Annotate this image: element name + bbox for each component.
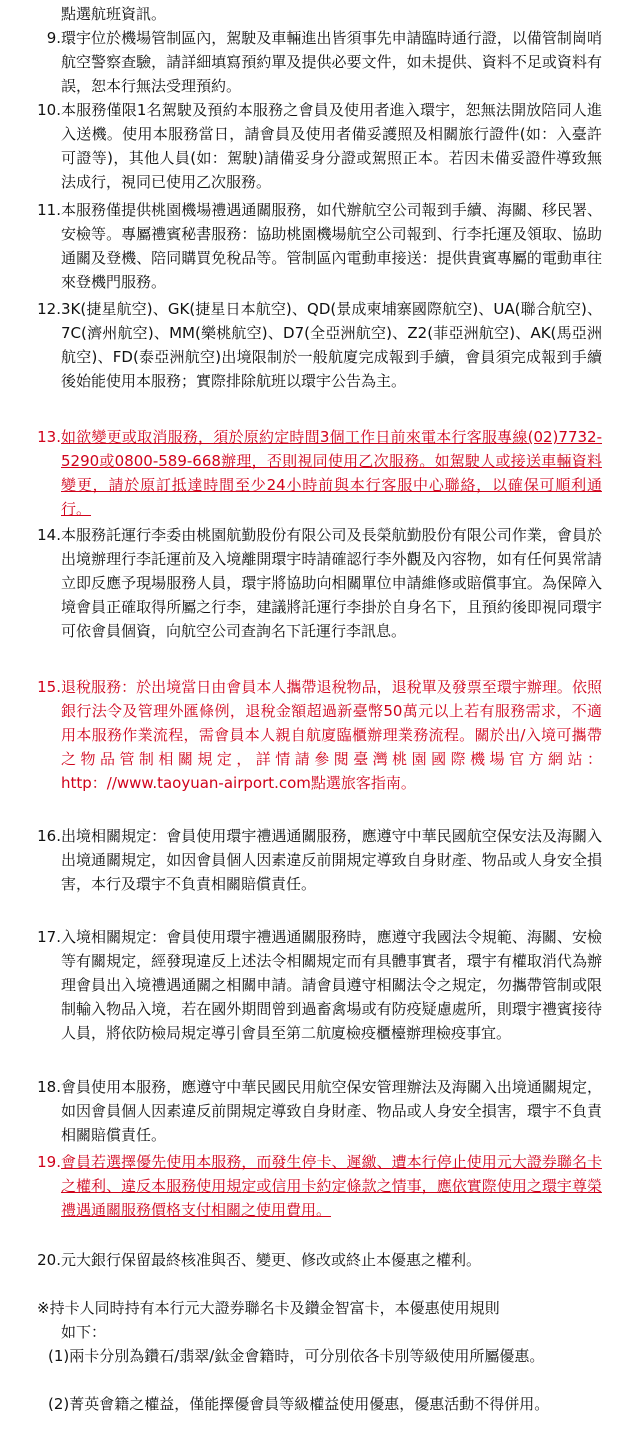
- term-item-12: [14, 297, 602, 393]
- term-number: 17.: [37, 928, 61, 946]
- note-sub-item-1: (1)兩卡分別為鑽石/翡翠/鈦金會籍時，可分別依各卡別等級使用所屬優惠。: [48, 1347, 545, 1365]
- term-number: 14.: [37, 526, 61, 544]
- lead-line: 點選航班資訊。: [61, 5, 167, 23]
- term-text: 入境相關規定：會員使用環宇禮遇通關服務時，應遵守我國法令規範、海關、安檢等有關規定，經發現違反上述法令相關規定而有具體事實者，環宇有權取消代為辦理會員出入境禮遇通關之相關申請。請會員遵守相關法令之規定，勿攜帶管制或限制輸入物品入境，若在國外期間曾到過畜禽場或有防疫疑慮處所，則環宇禮賓接待人員，將依防檢局規定導引會員至第二航廈檢疫櫃檯辦理檢疫事宜。: [61, 928, 602, 1042]
- term-number: 13.: [37, 428, 61, 446]
- term-number: 18.: [37, 1078, 61, 1096]
- term-item-10: [14, 98, 602, 194]
- term-number: 16.: [37, 827, 61, 845]
- term-text: 本服務僅限1名駕駛及預約本服務之會員及使用者進入環宇，恕無法開放陪同人進入送機。使用本服務當日，請會員及使用者備妥護照及相關旅行證件(如：入臺許可證等)，其他人員(如：駕駛)請備妥身分證或駕照正本。若因未備妥證件導致無法成行，視同已使用乙次服務。: [61, 101, 602, 191]
- term-number: 20.: [37, 1251, 61, 1269]
- cardholder-note: [37, 1296, 587, 1344]
- term-text: 出境相關規定：會員使用環宇禮遇通關服務，應遵守中華民國航空保安法及海關入出境通關規定，如因會員個人因素違反前開規定導致自身財產、物品或人身安全損害，本行及環宇不負責相關賠償責任。: [61, 827, 602, 893]
- term-item-15: [14, 675, 602, 795]
- term-text-highlighted: 會員若選擇優先使用本服務，而發生停卡、遲繳、遭本行停止使用元大證券聯名卡之權利、違反本服務使用規定或信用卡約定條款之情事，應依實際使用之環宇尊榮禮遇通關服務價格支付相關之使用費用。: [61, 1153, 602, 1219]
- term-text: 環宇位於機場管制區內，駕駛及車輛進出皆須事先申請臨時通行證，以備管制崗哨航空警察查驗，請詳細填寫預約單及提供必要文件，如未提供、資料不足或資料有誤，恕本行無法受理預約。: [61, 29, 602, 95]
- term-number: 10.: [37, 101, 61, 119]
- note-line: ※持卡人同時持有本行元大證券聯名卡及鑽金智富卡，本優惠使用規則: [37, 1299, 500, 1317]
- term-text: 3K(捷星航空)、GK(捷星日本航空)、QD(景成柬埔寨國際航空)、UA(聯合航空)、7C(濟州航空)、MM(樂桃航空)、D7(全亞洲航空)、Z2(菲亞洲航空)、AK(馬亞洲航空)、FD(泰亞洲航空)出境限制於一般航廈完成報到手續，會員須完成報到手續後始能使用本服務；實際排除航班以環宇公告為主。: [61, 300, 602, 390]
- term-number: 12.: [37, 300, 61, 318]
- term-item-13: [14, 425, 602, 521]
- term-number: 11.: [37, 201, 61, 219]
- term-item-19: [14, 1150, 602, 1222]
- term-text-highlighted: 退稅服務：於出境當日由會員本人攜帶退稅物品，退稅單及發票至環宇辦理。依照銀行法令及管理外匯條例，退稅金額超過新臺幣50萬元以上若有服務需求，不適用本服務作業流程，需會員本人親自航廈臨櫃辦理業務流程。關於出/入境可攜帶之物品管制相關規定，詳情請參閱臺灣桃園國際機場官方網站：http：//www.taoyuan-airport.com點選旅客指南。: [61, 678, 602, 792]
- term-item-17: [14, 925, 602, 1045]
- note-sub-item-2: (2)菁英會籍之權益，僅能擇優會員等級權益使用優惠，優惠活動不得併用。: [48, 1395, 550, 1413]
- term-item-20: [14, 1248, 602, 1272]
- term-text: 本服務僅提供桃園機場禮遇通關服務，如代辦航空公司報到手續、海關、移民署、安檢等。專屬禮賓秘書服務：協助桃園機場航空公司報到、行李托運及領取、協助通關及登機、陪同購買免稅品等。管制區內電動車接送：提供貴賓專屬的電動車往來登機門服務。: [61, 201, 602, 291]
- term-item-9: [14, 26, 602, 98]
- term-number: 19.: [37, 1153, 61, 1171]
- term-item-14: [14, 523, 602, 643]
- term-text: 本服務託運行李委由桃園航勤股份有限公司及長榮航勤股份有限公司作業，會員於出境辦理行李託運前及入境離開環宇時請確認行李外觀及內容物，如有任何異常請立即反應予現場服務人員，環宇將協助向相關單位申請維修或賠償事宜。為保障入境會員正確取得所屬之行李，建議將託運行李掛於自身名下，且預約後即視同環宇可依會員個資，向航空公司查詢名下託運行李訊息。: [61, 526, 602, 640]
- term-item-11: [14, 198, 602, 294]
- term-number: 15.: [37, 678, 61, 696]
- term-item-16: [14, 824, 602, 896]
- term-text: 元大銀行保留最終核准與否、變更、修改或終止本優惠之權利。: [61, 1251, 482, 1269]
- term-item-18: [14, 1075, 602, 1147]
- term-text-highlighted: 如欲變更或取消服務，須於原約定時間3個工作日前來電本行客服專線(02)7732-5290或0800-589-668辦理，否則視同使用乙次服務。如駕駛人或接送車輛資料變更，請於原訂抵達時間至少24小時前與本行客服中心聯絡，以確保可順利通行。: [61, 428, 602, 518]
- term-number: 9.: [46, 29, 61, 47]
- note-line: 如下：: [61, 1323, 107, 1341]
- term-text: 會員使用本服務，應遵守中華民國民用航空保安管理辦法及海關入出境通關規定，如因會員個人因素違反前開規定導致自身財產、物品或人身安全損害，環宇不負責相關賠償責任。: [61, 1078, 602, 1144]
